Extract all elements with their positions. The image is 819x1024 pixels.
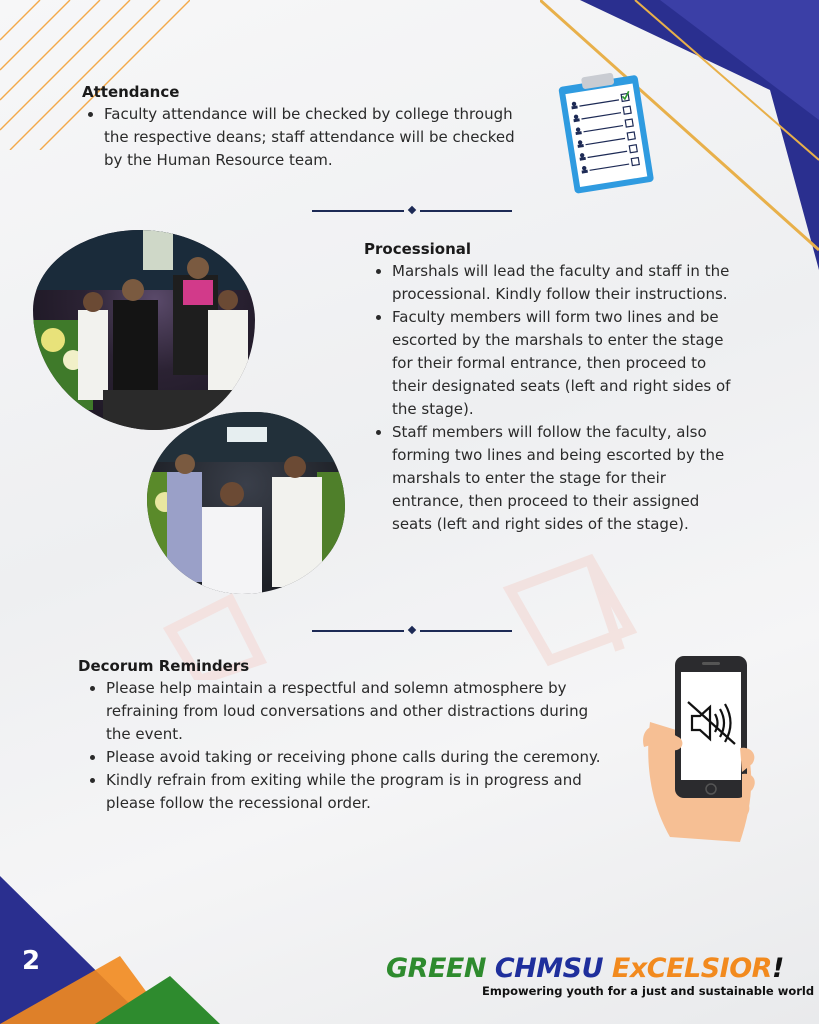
brand-chmsu: CHMSU: [494, 953, 603, 984]
processional-photo-faculty: [33, 230, 255, 430]
processional-list: [364, 260, 737, 536]
list-item: • Please avoid taking or receiving phone calls during the ceremony.: [106, 746, 606, 769]
brand-logo: [386, 953, 815, 998]
decorum-list: [78, 677, 606, 815]
attendance-section: [82, 83, 542, 172]
list-item: • Marshals will lead the faculty and staff in the processional. Kindly follow their instructions.: [392, 260, 737, 306]
page-number: 2: [22, 946, 41, 976]
list-item: • Please help maintain a respectful and solemn atmosphere by refraining from loud conversations and other distractions during the event.: [106, 677, 606, 746]
list-item: • Kindly refrain from exiting while the program is in progress and please follow the recessional order.: [106, 769, 606, 815]
brand-tagline: Empowering youth for a just and sustainable world: [482, 984, 815, 998]
brand-green: GREEN: [386, 953, 486, 984]
section-divider: [312, 626, 512, 636]
list-item: • Staff members will follow the faculty, also forming two lines and being escorted by the marshals to enter the stage for their entrance, then proceed to their assigned seats (left and right sides of the stage).: [392, 421, 737, 536]
brand-exclamation: !: [771, 953, 784, 984]
list-item: • Faculty members will form two lines and be escorted by the marshals to enter the stage for their formal entrance, then proceed to their designated seats (left and right sides of the stage).: [392, 306, 737, 421]
decorum-section: [78, 657, 618, 815]
decorum-title: Decorum Reminders: [78, 657, 250, 675]
list-item: • Faculty attendance will be checked by college through the respective deans; staff attendance will be checked by the Human Resource team.: [104, 103, 534, 172]
processional-photo-staff: [147, 412, 345, 594]
attendance-list: [82, 103, 534, 172]
phone-muted-icon: [640, 652, 765, 847]
section-divider: [312, 206, 512, 216]
clipboard-checklist-icon: [556, 72, 660, 194]
processional-section: [364, 240, 744, 536]
attendance-title: Attendance: [82, 83, 180, 101]
brand-excelsior: ExCELSIOR: [611, 953, 772, 984]
processional-title: Processional: [364, 240, 472, 258]
brand-wordmark: [386, 953, 806, 984]
